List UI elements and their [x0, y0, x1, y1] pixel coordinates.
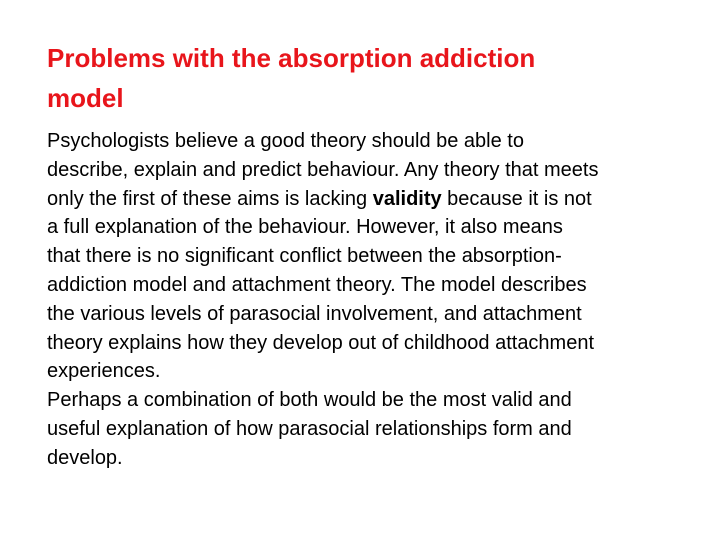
slide-title-line: model	[47, 83, 124, 113]
body-line: addiction model and attachment theory. The model describes	[47, 273, 587, 296]
slide-title	[47, 38, 687, 118]
body-line: useful explanation of how parasocial relationships form and	[47, 417, 572, 440]
validity-emphasis: validity	[372, 187, 442, 210]
body-line: Psychologists believe a good theory should be able to	[47, 130, 524, 152]
body-line: that there is no significant conflict between the absorption-	[47, 245, 562, 268]
slide-body	[47, 127, 719, 473]
body-line: theory explains how they develop out of childhood attachment	[47, 331, 595, 354]
body-line: experiences.	[47, 360, 161, 383]
body-text-segment: only the first of these aims is lacking	[47, 187, 373, 210]
body-line: develop.	[47, 446, 123, 469]
body-line: describe, explain and predict behaviour. Any theory that meets	[47, 158, 599, 181]
body-line: the various levels of parasocial involvement, and attachment	[47, 302, 582, 325]
body-line: Perhaps a combination of both would be the most valid and	[47, 389, 572, 412]
body-text-segment: because it is not	[441, 187, 592, 210]
body-line	[47, 185, 719, 214]
slide-title-line: Problems with the absorption addiction	[47, 43, 536, 73]
body-line: a full explanation of the behaviour. However, it also means	[47, 216, 563, 239]
